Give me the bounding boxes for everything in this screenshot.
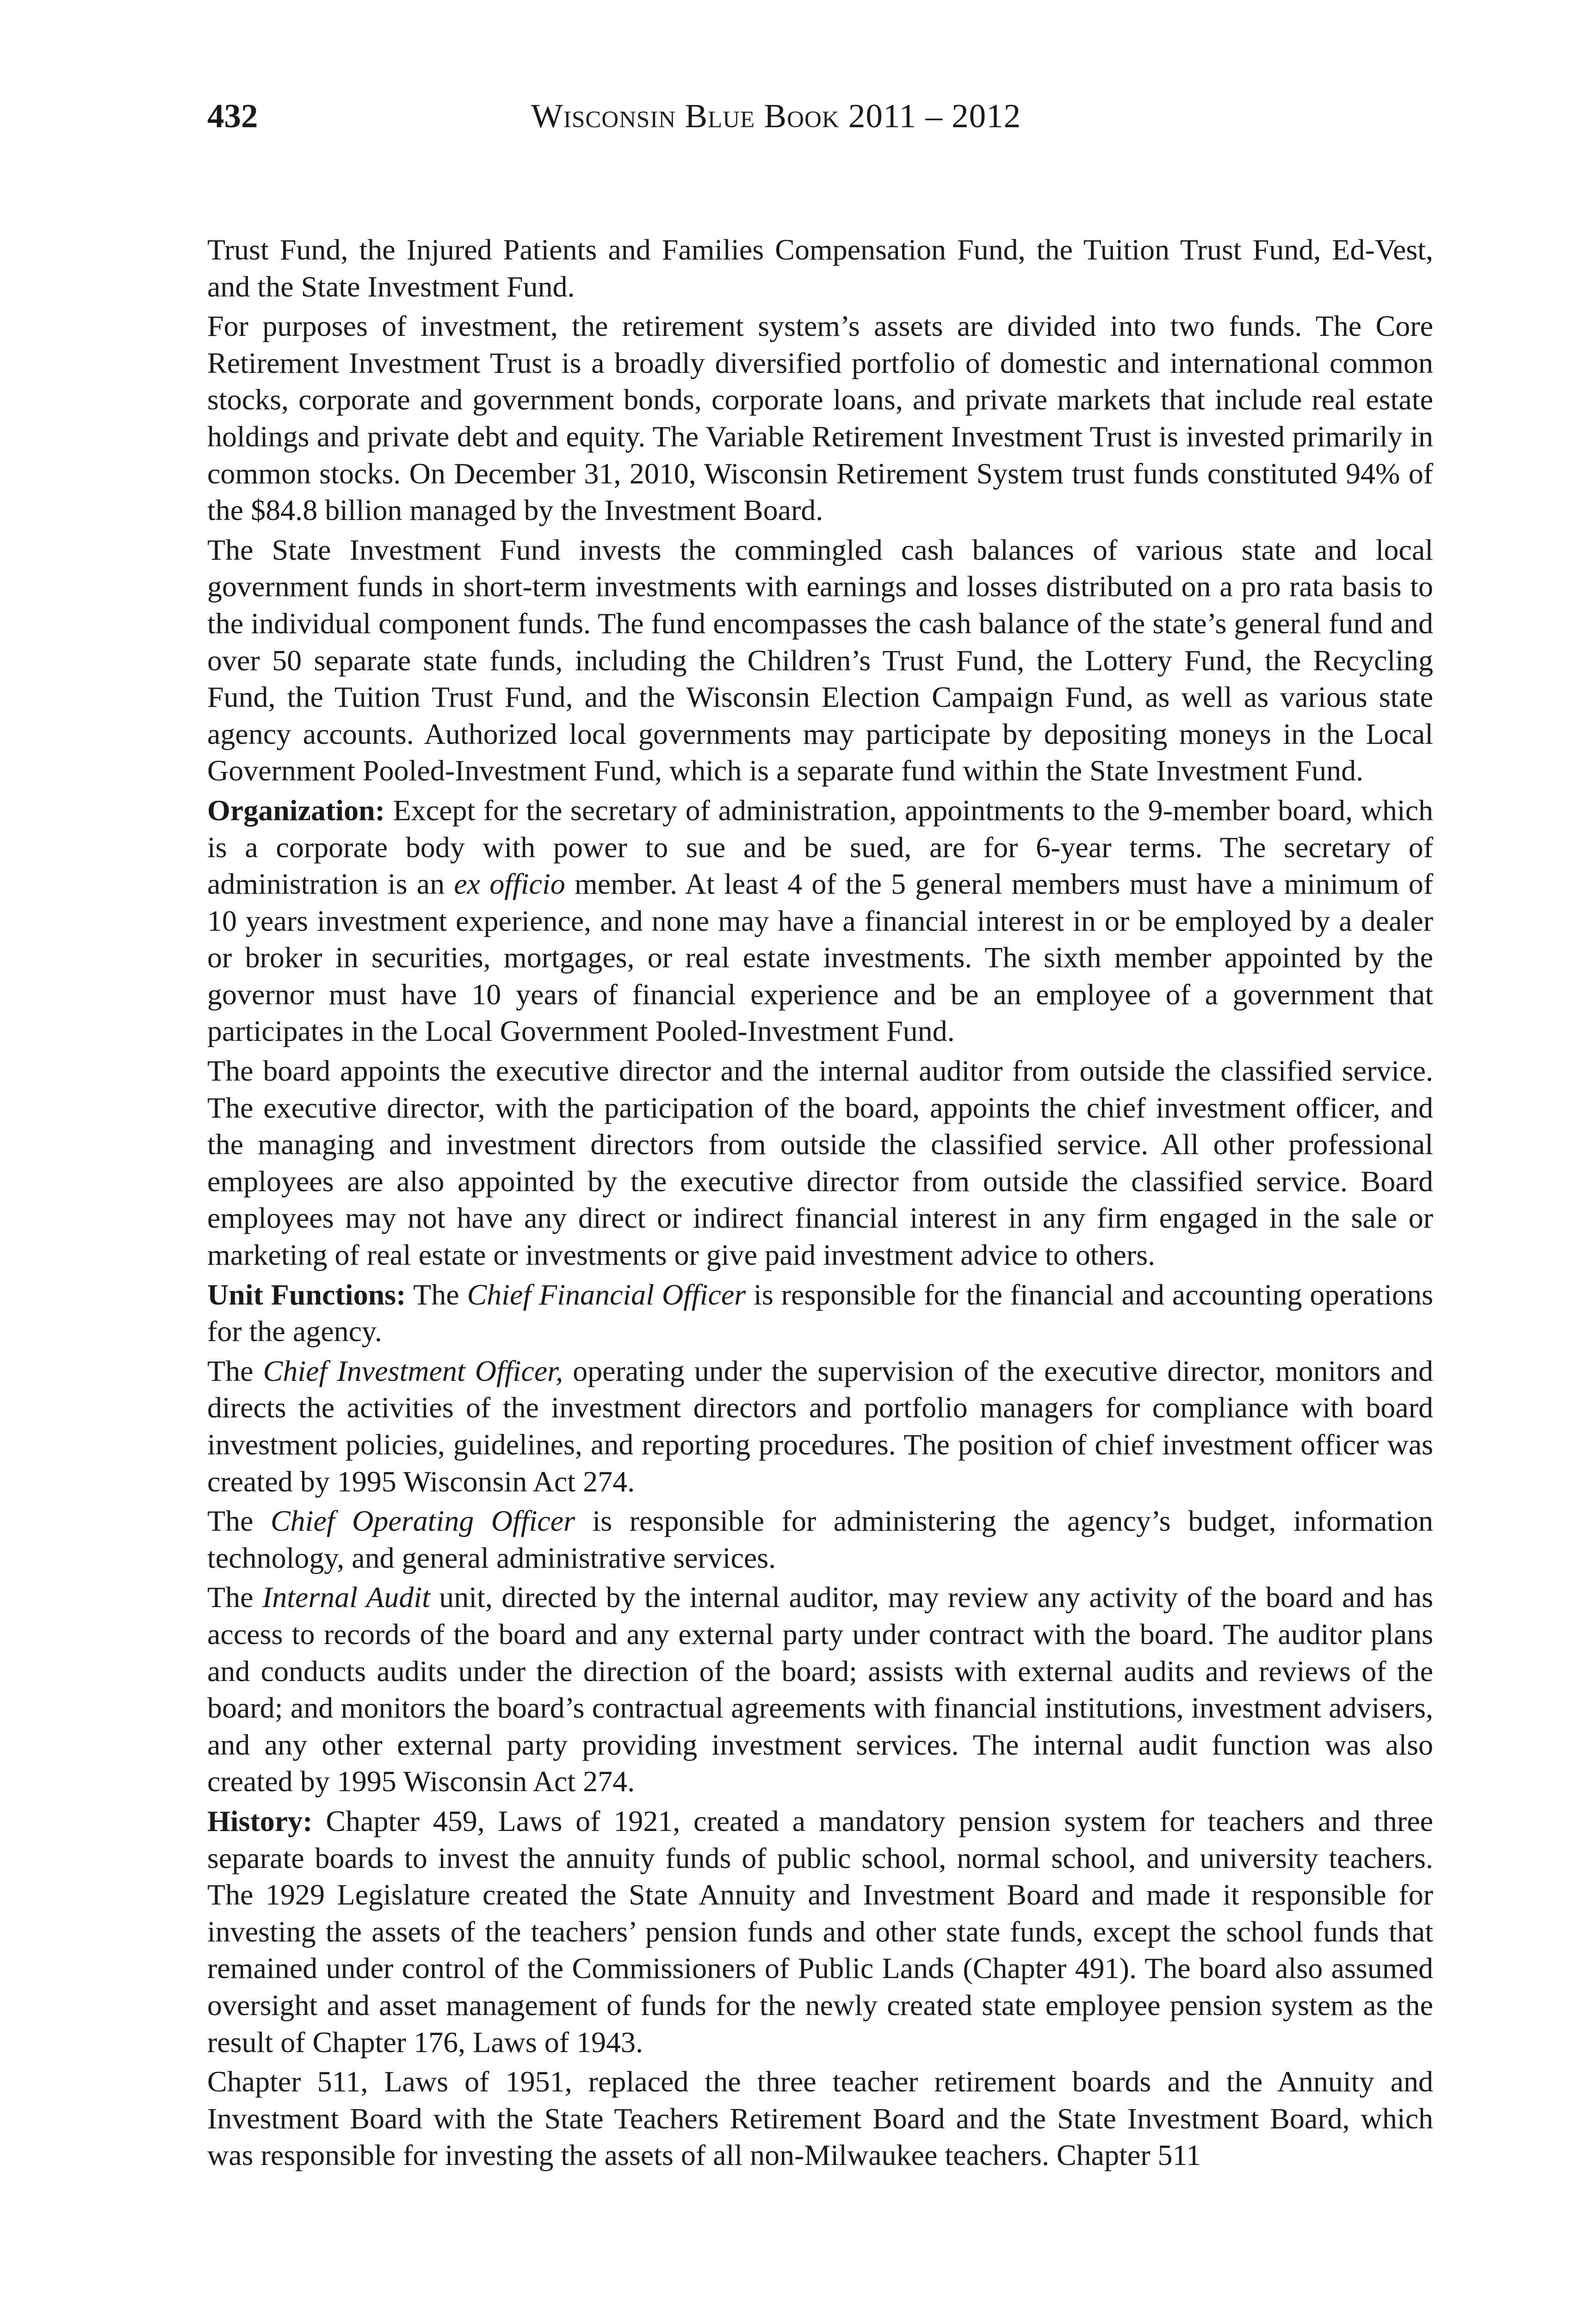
paragraph-organization — [207, 792, 1433, 1050]
paragraph-text: operating under the supervision of the executive director, monitors and directs the activities of the investment directors and portfolio managers for compliance with board investment policies, guidelines, and reporting procedures. The position of chief investment officer was created by 1995 Wisconsin Act 274. — [207, 1354, 1434, 1498]
italic-term: Chief Operating Officer — [270, 1504, 575, 1538]
italic-term: Chief Financial Officer — [467, 1278, 746, 1311]
run-in-heading: Unit Functions: — [207, 1278, 406, 1311]
paragraph-text: For purposes of investment, the retirement system’s assets are divided into two funds. The Core Retirement Investment Trust is a broadly diversified portfolio of domestic and international common stocks, corporate and government bonds, corporate loans, and private markets that include real estate holdings and private debt and equity. The Variable Retirement Investment Trust is invested primarily in common stocks. On December 31, 2010, Wisconsin Retirement System trust funds constituted 94% of the $84.8 billion managed by the Investment Board. — [207, 309, 1433, 527]
paragraph-text: The — [406, 1278, 467, 1311]
running-head — [207, 91, 1433, 142]
run-in-heading: History: — [207, 1804, 313, 1837]
paragraph-state-investment-fund — [207, 532, 1433, 789]
body-text — [207, 231, 1433, 2177]
paragraph-text: The board appoints the executive director and the internal auditor from outside the classified service. The executive director, with the participation of the board, appoints the chief investment officer, and the managing and investment directors from outside the classified service. All other professional employees are also appointed by the executive director from outside the classified service. Board employees may not have any direct or indirect financial interest in any firm engaged in the sale or marketing of real estate or investments or give paid investment advice to others. — [207, 1054, 1433, 1272]
run-in-heading: Organization: — [207, 793, 385, 827]
italic-term: ex officio — [454, 867, 565, 901]
paragraph-text: member. At least 4 of the 5 general members must have a minimum of 10 years investment experience, and none may have a financial interest in or be employed by a dealer or broker in securities, mortgages, or real estate investments. The sixth member appointed by the governor must have 10 years of financial experience and be an employee of a government that participates in the Local Government Pooled-Investment Fund. — [207, 867, 1434, 1048]
paragraph-unit-functions — [207, 1276, 1433, 1350]
paragraph-text: The State Investment Fund invests the commingled cash balances of various state and local government funds in short-term investments with earnings and losses distributed on a pro rata basis to the individual component funds. The fund encompasses the cash balance of the state’s general fund and over 50 separate state funds, including the Children’s Trust Fund, the Lottery Fund, the Recycling Fund, the Tuition Trust Fund, and the Wisconsin Election Campaign Fund, as well as various state agency accounts. Authorized local governments may participate by depositing moneys in the Local Government Pooled-Investment Fund, which is a separate fund within the State Investment Fund. — [207, 533, 1433, 787]
paragraph-text: Chapter 511, Laws of 1951, replaced the three teacher retirement boards and the Annuity and Investment Board with the State Teachers Retirement Board and the State Investment Board, which was responsible for investing the assets of all non-Milwaukee teachers. Chapter 511 — [207, 2065, 1433, 2172]
paragraph-chief-investment-officer — [207, 1353, 1433, 1500]
paragraph-history — [207, 1803, 1433, 2060]
paragraph-text: The — [207, 1581, 262, 1614]
italic-term: Chief Investment Officer, — [263, 1354, 563, 1387]
paragraph-text: is responsible for administering the agency’s budget, information technology, and general administrative services. — [207, 1504, 1434, 1574]
paragraph-text: The — [207, 1504, 271, 1538]
paragraph-text: The — [207, 1354, 263, 1387]
running-title: Wisconsin Blue Book 2011 – 2012 — [531, 97, 1021, 135]
paragraph-retirement-funds — [207, 308, 1433, 529]
paragraph-board-appointments — [207, 1052, 1433, 1274]
paragraph-chapter-511 — [207, 2063, 1433, 2174]
paragraph-trust-funds-continued — [207, 231, 1433, 305]
paragraph-text: Except for the secretary of administration, appointments to the 9-member board, which is a corporate body with power to sue and be sued, are for 6-year terms. The secretary of administration is an — [207, 793, 1433, 901]
page-number: 432 — [207, 97, 258, 135]
italic-term: Internal Audit — [262, 1581, 430, 1614]
paragraph-text: Chapter 459, Laws of 1921, created a mandatory pension system for teachers and three separate boards to invest the annuity funds of public school, normal school, and university teachers. The 1929 Legislature created the State Annuity and Investment Board and made it responsible for investing the assets of the teachers’ pension funds and other state funds, except the school funds that remained under control of the Commissioners of Public Lands (Chapter 491). The board also assumed oversight and asset management of funds for the newly created state employee pension system as the result of Chapter 176, Laws of 1943. — [207, 1804, 1433, 2059]
paragraph-internal-audit — [207, 1579, 1433, 1800]
paragraph-text: unit, directed by the internal auditor, may review any activity of the board and has access to records of the board and any external party under contract with the board. The auditor plans and conducts audits under the direction of the board; assists with external audits and reviews of the board; and monitors the board’s contractual agreements with financial institutions, investment advisers, and any other external party providing investment services. The internal audit function was also created by 1995 Wisconsin Act 274. — [207, 1581, 1434, 1798]
paragraph-text: is responsible for the financial and accounting operations for the agency. — [207, 1278, 1434, 1348]
paragraph-chief-operating-officer — [207, 1503, 1433, 1576]
paragraph-text: Trust Fund, the Injured Patients and Families Compensation Fund, the Tuition Trust Fund, Ed-Vest, and the State Investment Fund. — [207, 233, 1433, 303]
